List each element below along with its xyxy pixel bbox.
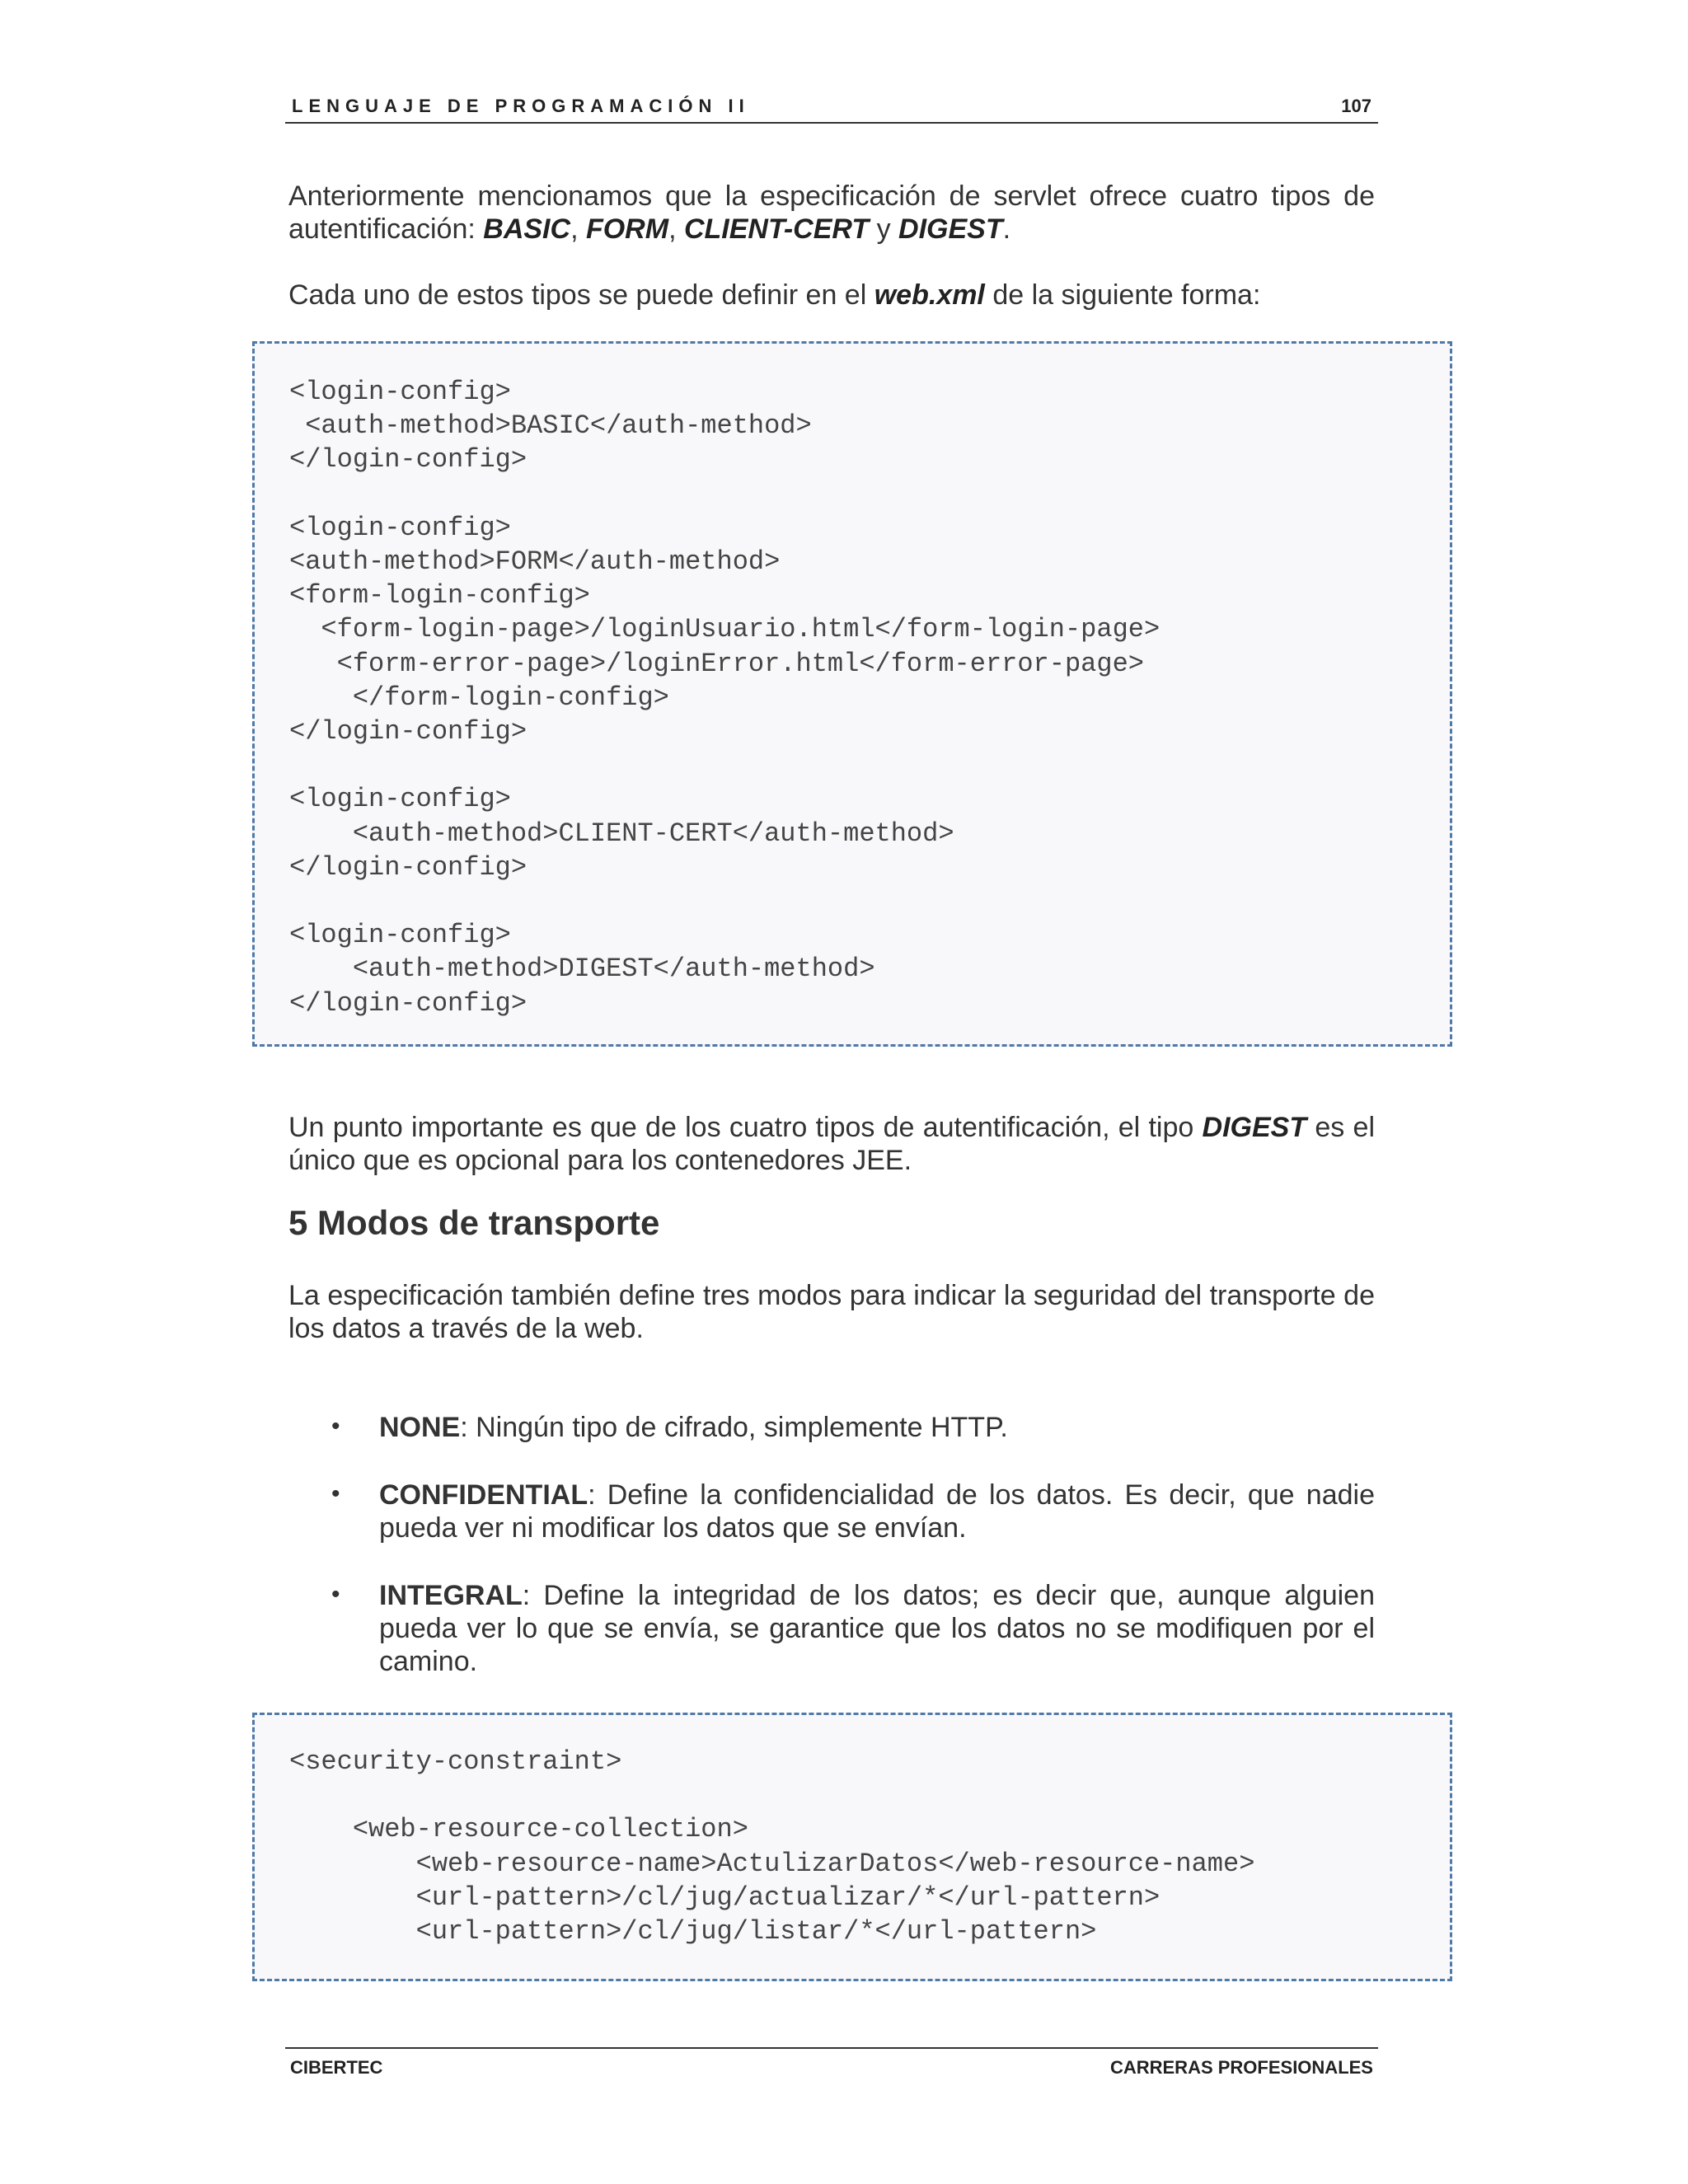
bullet-desc: : Define la confidencialidad de los datos. Es decir, que nadie pueda ver ni modificar los datos que se envían. [379,1479,1375,1544]
code-block-login-config [252,341,1452,1047]
note-text-end: es el único que es opcional para los contenedores JEE. [288,1112,1375,1176]
bullet-desc: : Ningún tipo de cifrado, simplemente HTTP. [460,1412,1008,1443]
section-paragraph: La especificación también define tres modos para indicar la seguridad del transporte de los datos a través de la web. [288,1280,1375,1344]
intro-paragraph-1 [288,180,1375,246]
section-heading: 5 Modos de transporte [288,1203,660,1242]
term-webxml: web.xml [874,279,985,311]
bullet-term: CONFIDENTIAL [379,1479,588,1511]
bullet-confidential [379,1479,1375,1544]
header-title: LENGUAJE DE PROGRAMACIÓN II [292,96,750,116]
code-listing-login-config: <login-config> <auth-method>BASIC</auth-method> </login-config> <login-config> <auth-method>FORM</auth-method> <form-login-config> <form-login-page>/loginUsuario.html</form-login-page> <form-error-page>/loginError.html</form-error-page> </form-login-config> </login-config> <login-config> <auth-method>CLIENT-CERT</auth-method> </login-config> <login-config> <auth-method>DIGEST</auth-method> </login-config> [289,377,1160,1019]
separator: , [668,213,684,245]
bullet-desc: : Define la integridad de los datos; es decir que, aunque alguien pueda ver lo que se envía, se garantice que los datos no se modifiquen por el camino. [379,1580,1375,1677]
separator: , [570,213,586,245]
bullet-marker: • [331,1480,340,1507]
bullet-term: NONE [379,1412,461,1443]
code-listing-security-constraint: <security-constraint> <web-resource-collection> <web-resource-name>ActulizarDatos</web-resource-name> <url-pattern>/cl/jug/actualizar/*</url-pattern> <url-pattern>/cl/jug/listar/*</url-pattern> [289,1746,1255,1947]
intro-paragraph-2 [288,279,1375,312]
bullet-term: INTEGRAL [379,1580,523,1611]
term-digest: DIGEST [898,213,1003,245]
intro-text-end: de la siguiente forma: [984,279,1261,311]
footer-right: CARRERAS PROFESIONALES [1109,2057,1373,2078]
separator: y [869,213,899,245]
note-text: Un punto importante es que de los cuatro tipos de autentificación, el tipo [288,1112,1203,1143]
footer-left: CIBERTEC [290,2057,383,2078]
code-block-security-constraint [252,1713,1452,1981]
bullet-marker: • [331,1581,340,1608]
term-client-cert: CLIENT-CERT [683,213,870,245]
bullet-integral [379,1579,1375,1678]
term-form: FORM [585,213,669,245]
page-number: 107 [1341,96,1372,116]
note-paragraph [288,1111,1375,1177]
period: . [1002,213,1011,245]
page-header [285,92,1378,124]
term-basic: BASIC [483,213,571,245]
intro-text: Anteriormente mencionamos que la especificación de servlet ofrece cuatro tipos de autentificación: [288,180,1375,245]
intro-text: Cada uno de estos tipos se puede definir en el [288,279,874,311]
bullet-marker: • [331,1413,340,1440]
term-digest: DIGEST [1202,1112,1307,1143]
page-footer [285,2047,1378,2079]
bullet-none [379,1411,1375,1444]
